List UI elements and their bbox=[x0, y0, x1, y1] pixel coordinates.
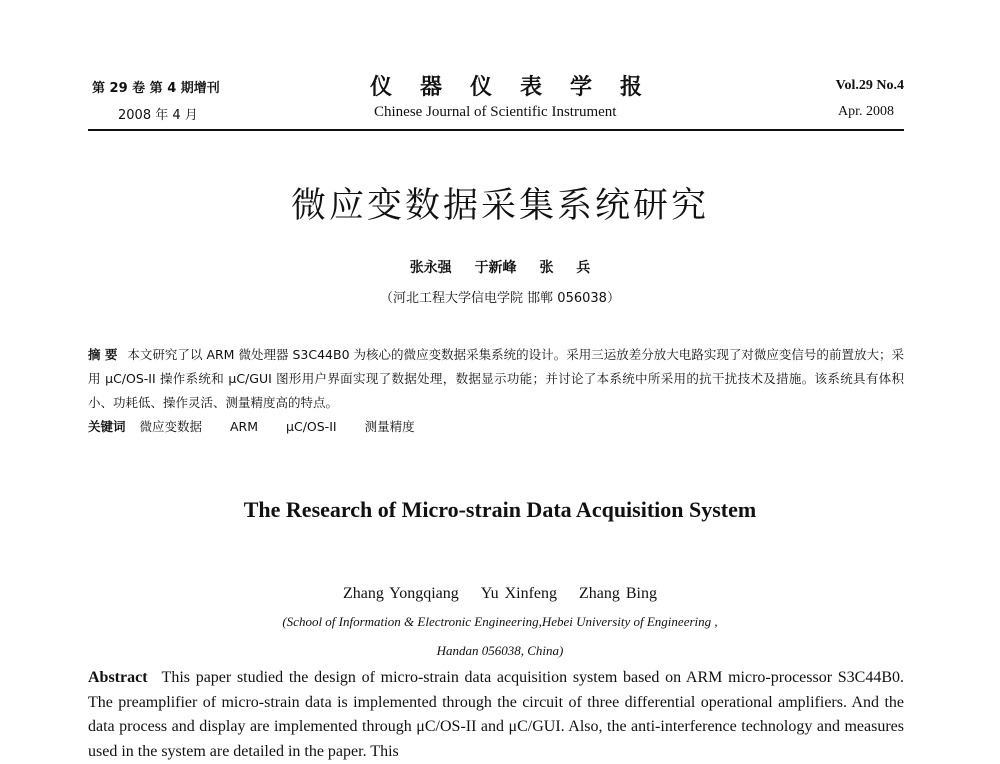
author-cn: 张永强 bbox=[409, 260, 452, 276]
affiliation-en-line2: Handan 056038, China) bbox=[436, 643, 564, 658]
abstract-text-cn: 本文研究了以 ARM 微处理器 S3C44B0 为核心的微应变数据采集系统的设计。采用三运放差分放大电路实现了对微应变信号的前置放大；采用 μC/OS-II 操作系统和 μC/GUI 图形用户界面实现了数据处理，数据显示功能；并讨论了本系统中所采用的抗干扰技术及措施。该系统具有体积小、功耗低、操作灵活、测量精度高的特点。 bbox=[88, 347, 904, 410]
keywords-label-cn: 关键词 bbox=[88, 419, 126, 434]
author-cn: 于新峰 bbox=[474, 260, 517, 276]
keyword-cn: μC/OS-II bbox=[286, 419, 337, 434]
abstract-label-cn: 摘 要 bbox=[88, 347, 118, 362]
author-en: Zhang Bing bbox=[579, 585, 657, 602]
abstract-text-en: This paper studied the design of micro-strain data acquisition system based on ARM micro-processor S3C44B0. The preamplifier of micro-strain data is implemented through the circuit of three differential operational amplifiers. And the data process and display are implemented through μC/OS-II and μC/GUI. Also, the anti-interference technology and measures used in the system are detailed in the paper. This bbox=[88, 669, 904, 760]
abstract-cn bbox=[88, 343, 904, 415]
volume-issue-cn: 第 29 卷 第 4 期增刊 bbox=[92, 81, 220, 96]
keyword-cn: 微应变数据 bbox=[139, 419, 203, 434]
authors-en bbox=[0, 585, 1000, 603]
author-en: Zhang Yongqiang bbox=[343, 585, 459, 602]
keywords-cn bbox=[88, 417, 904, 435]
affiliation-cn: （河北工程大学信电学院 邯郸 056038） bbox=[380, 291, 620, 306]
keyword-cn: ARM bbox=[230, 419, 259, 434]
journal-name-cn: 仪器仪表学报 bbox=[370, 74, 671, 100]
authors-cn bbox=[0, 257, 1000, 277]
keyword-cn: 测量精度 bbox=[364, 419, 415, 434]
journal-name-en: Chinese Journal of Scientific Instrument bbox=[374, 104, 617, 120]
author-en: Yu Xinfeng bbox=[480, 585, 557, 602]
paper-title-cn: 微应变数据采集系统研究 bbox=[290, 186, 709, 226]
paper-title-en: The Research of Micro-strain Data Acquisition System bbox=[243, 497, 757, 522]
author-cn: 张 兵 bbox=[539, 260, 591, 276]
date-cn: 2008 年 4 月 bbox=[118, 108, 198, 123]
abstract-label-en: Abstract bbox=[88, 669, 148, 686]
abstract-en bbox=[88, 666, 904, 764]
affiliation-en-line1: (School of Information & Electronic Engineering,Hebei University of Engineering , bbox=[282, 614, 718, 629]
date-en: Apr. 2008 bbox=[838, 104, 894, 119]
header-rule bbox=[88, 129, 904, 131]
volume-issue-en: Vol.29 No.4 bbox=[835, 78, 904, 93]
